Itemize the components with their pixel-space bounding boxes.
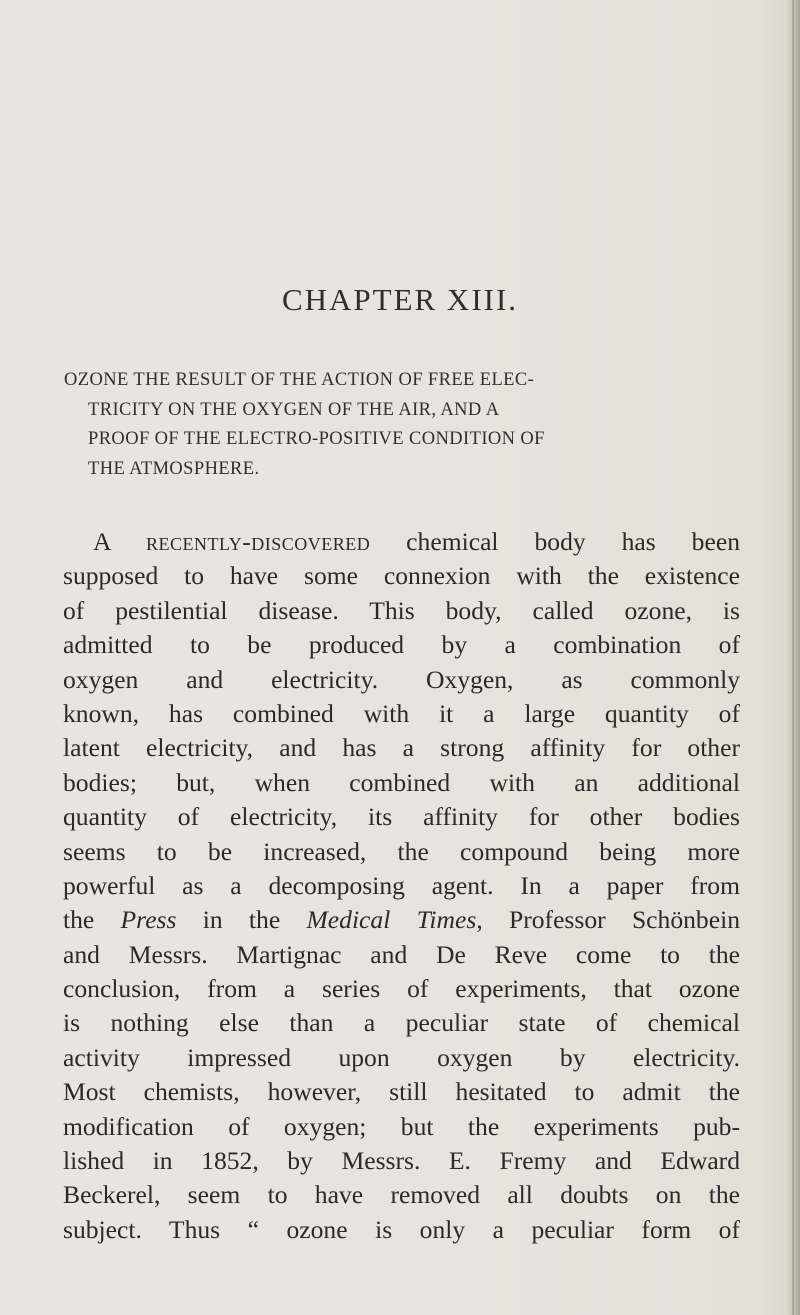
body-line: conclusion, from a series of experiments, that ozone	[63, 974, 740, 1004]
body-line: bodies; but, when combined with an additional	[63, 767, 740, 797]
chapter-title: CHAPTER XIII.	[281, 282, 519, 317]
subtitle-line: THE ATMOSPHERE.	[88, 458, 260, 479]
body-line: known, has combined with it a large quantity of	[63, 698, 740, 728]
body-line: latent electricity, and has a strong affinity for other	[63, 733, 740, 763]
body-line	[63, 525, 740, 559]
body-line: seems to be increased, the compound being more	[63, 836, 740, 866]
body-line: Beckerel, seem to have removed all doubts on the	[63, 1180, 740, 1210]
body-line-part: , Professor Schönbein	[476, 905, 740, 935]
page-edge-line	[792, 0, 794, 1315]
body-line-rest: chemical body has been	[370, 527, 740, 556]
body-line: Most chemists, however, still hesitated to admit the	[63, 1077, 740, 1107]
body-line-part: the	[63, 905, 121, 935]
body-line: quantity of electricity, its affinity for other bodies	[63, 802, 740, 832]
body-line: oxygen and electricity. Oxygen, as commonly	[63, 664, 740, 694]
body-line	[63, 903, 740, 937]
body-line: and Messrs. Martignac and De Reve come to the	[63, 939, 740, 969]
body-line: modification of oxygen; but the experiments pub-	[63, 1111, 740, 1141]
press-title: Press	[120, 905, 177, 935]
body-line: activity impressed upon oxygen by electricity.	[63, 1042, 740, 1072]
body-line: lished in 1852, by Messrs. E. Fremy and Edward	[63, 1146, 740, 1176]
page-edge	[786, 0, 800, 1315]
chapter-subtitle	[64, 366, 740, 484]
subtitle-line: TRICITY ON THE OXYGEN OF THE AIR, AND A	[88, 399, 500, 420]
body-line-part: in the	[176, 905, 307, 935]
body-line: of pestilential disease. This body, called ozone, is	[63, 595, 740, 625]
medical-times-title: Medical Times	[306, 905, 477, 935]
body-line: admitted to be produced by a combination of	[63, 630, 740, 660]
subtitle-line: OZONE THE RESULT OF THE ACTION OF FREE ELEC-	[64, 370, 535, 390]
subtitle-line: PROOF OF THE ELECTRO-POSITIVE CONDITION OF	[88, 429, 545, 449]
body-line-smallcaps: recently-discovered	[146, 527, 371, 556]
body-line: supposed to have some connexion with the existence	[63, 561, 740, 591]
body-line: is nothing else than a peculiar state of chemical	[63, 1008, 740, 1038]
body-line: powerful as a decomposing agent. In a paper from	[63, 870, 740, 900]
body-paragraph	[63, 525, 740, 1247]
body-line: subject. Thus “ ozone is only a peculiar form of	[63, 1214, 740, 1244]
body-line-start: A	[93, 527, 147, 556]
